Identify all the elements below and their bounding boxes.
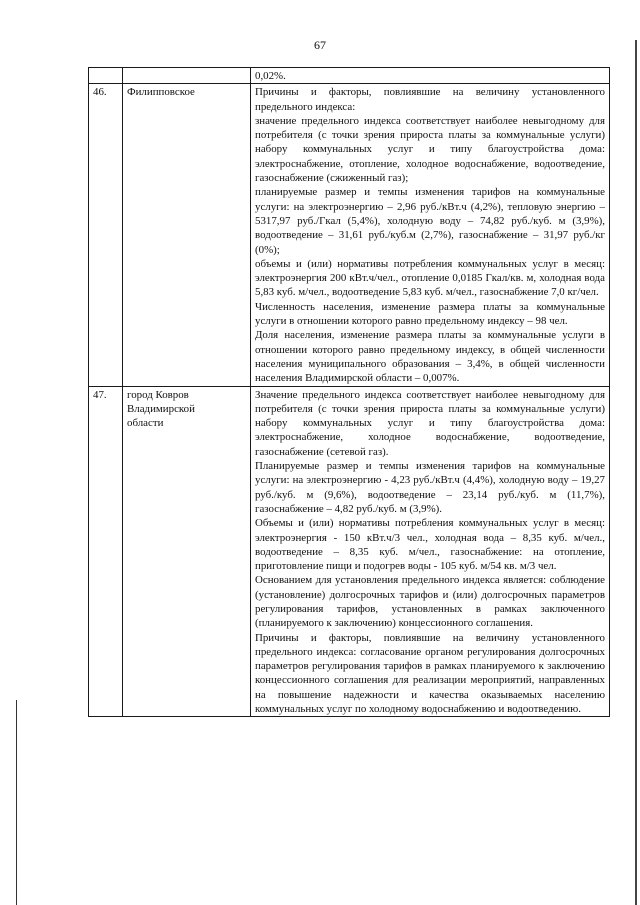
scan-edge-line xyxy=(16,700,17,905)
table-row xyxy=(89,68,610,84)
table-row xyxy=(89,84,610,386)
row-number xyxy=(89,68,123,84)
municipality-name: город Ковров Владимирской области xyxy=(123,386,251,717)
page-number: 67 xyxy=(314,38,326,52)
table-row xyxy=(89,386,610,717)
municipality-name: Филипповское xyxy=(123,84,251,386)
municipality-index-table xyxy=(88,67,610,717)
row-number: 46. xyxy=(89,84,123,386)
index-description: Причины и факторы, повлиявшие на величину установленного предельного индекса: значение предельного индекса соответствует наиболее невыгодному для потребителя (с точки зрения прироста платы за коммунальные услуги) набору коммунальных услуг и типу благоустройства дома: электроснабжение, отопление, холодное водоснабжение, водоотведение, газоснабжение (сжиженный газ); планируемые размер и темпы изменения тарифов на коммунальные услуги: на электроэнергию – 2,96 руб./кВт.ч (4,2%), тепловую энергию – 5317,97 руб./Гкал (5,4%), холодную воду – 74,82 руб./куб. м (3,9%), водоотведение – 31,61 руб./куб.м (2,7%), газоснабжение – 31,97 руб./кг (0%); объемы и (или) нормативы потребления коммунальных услуг в месяц: электроэнергия 200 кВт.ч/чел., отопление 0,0185 Гкал/кв. м, холодная вода 5,83 куб. м/чел., водоотведение 5,83 куб. м/чел., газоснабжение 7,0 кг/чел. Численность населения, изменение размера платы за коммунальные услуги в отношении которого равно предельному индексу – 98 чел. Доля населения, изменение размера платы за коммунальные услуги в отношении которого равно предельному индексу, в общей численности населения муниципального образования – 3,4%, в общей численности населения Владимирской области – 0,007%. xyxy=(251,84,610,386)
row-number: 47. xyxy=(89,386,123,717)
index-description: 0,02%. xyxy=(251,68,610,84)
index-description: Значение предельного индекса соответствует наиболее невыгодному для потребителя (с точки зрения прироста платы за коммунальные услуги) набору коммунальных услуг и типу благоустройства дома: электроснабжение, холодное водоснабжение, водоотведение, газоснабжение (сетевой газ). Планируемые размер и темпы изменения тарифов на коммунальные услуги: на электроэнергию - 4,23 руб./кВт.ч (4,4%), холодную воду – 19,27 руб./куб. м (9,6%), водоотведение – 23,14 руб./куб. м (11,7%), газоснабжение – 4,82 руб./куб. м (3,9%). Объемы и (или) нормативы потребления коммунальных услуг в месяц: электроэнергия - 150 кВт.ч/3 чел., холодная вода – 8,35 куб. м/чел., водоотведение – 8,35 куб. м/чел., газоснабжение: на отопление, приготовление пищи и подогрев воды - 105 куб. м/54 кв. м/3 чел. Основанием для установления предельного индекса является: соблюдение (установление) долгосрочных тарифов и (или) долгосрочных параметров регулирования тарифов, установленных в рамках заключенного (планируемого к заключению) концессионного соглашения. Причины и факторы, повлиявшие на величину установленного предельного индекса: согласование органом регулирования долгосрочных параметров регулирования тарифов в рамках планируемого к заключению концессионного соглашения для реализации мероприятий, направленных на повышение надежности и качества оказываемых населению коммунальных услуг по холодному водоснабжению и водоотведению. xyxy=(251,386,610,717)
municipality-name xyxy=(123,68,251,84)
scan-edge-line xyxy=(635,40,637,905)
